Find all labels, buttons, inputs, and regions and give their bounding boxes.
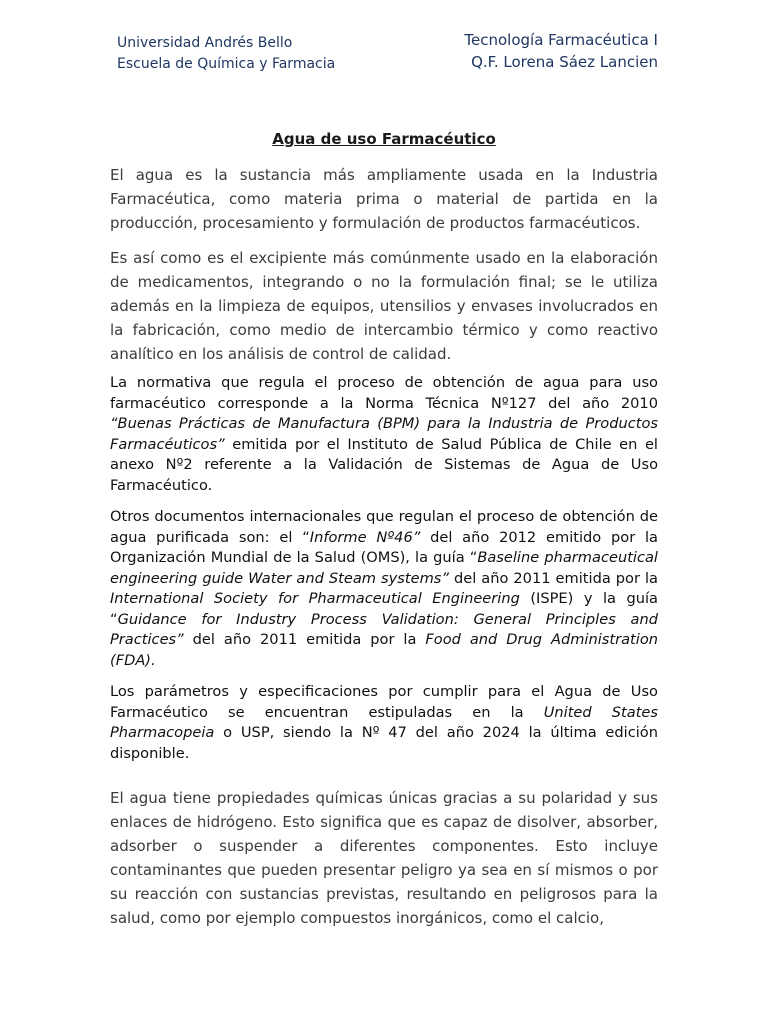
p4-text-a: Otros documentos internacionales que regulan el proceso de obtención de agua purificada son: el “ <box>110 508 658 546</box>
paragraph-5-text <box>110 682 658 764</box>
paragraph-3 <box>110 373 658 496</box>
header-university: Universidad Andrés Bello <box>117 35 293 51</box>
p4-guidance: Guidance for Industry Process Validation: General Principles and Practices” <box>110 610 658 648</box>
header-school: Escuela de Química y Farmacia <box>117 56 336 72</box>
paragraph-2 <box>110 246 658 366</box>
p4-text-g: (ISPE) y la guía “ <box>110 590 658 628</box>
p4-fda: Food and Drug Administration (FDA). <box>110 631 659 669</box>
p4-text-c: del año 2012 emitido por la Organización Mundial de la Salud (OMS), la guía “ <box>110 528 658 566</box>
paragraph-1 <box>110 163 658 235</box>
header-course-name: Tecnología Farmacéutica I <box>464 31 658 49</box>
p4-baseline: Baseline pharmaceutical engineering guide Water and Steam systems” <box>110 549 658 587</box>
paragraph-4 <box>110 507 658 671</box>
p5-usp: United States Pharmacopeia <box>110 703 658 741</box>
p3-bpm-title: “Buenas Prácticas de Manufactura (BPM) para la Industria de Productos Farmacéuticos” <box>110 415 658 453</box>
paragraph-6 <box>110 786 658 930</box>
document-title: Agua de uso Farmacéutico <box>272 130 496 148</box>
paragraph-4-text <box>110 507 658 671</box>
p5-text-a: Los parámetros y especificaciones por cumplir para el Agua de Uso Farmacéutico se encuentran estipuladas en la <box>110 683 658 721</box>
p4-ispe: International Society for Pharmaceutical Engineering <box>110 590 520 607</box>
paragraph-1-text: El agua es la sustancia más ampliamente usada en la Industria Farmacéutica, como materia prima o material de partida en la producción, procesamiento y formulación de productos farmacéuticos. <box>110 166 658 232</box>
header-course <box>464 29 658 73</box>
p5-text-c: o USP, siendo la Nº 47 del año 2024 la última edición disponible. <box>110 724 658 762</box>
header-institution <box>117 33 335 75</box>
paragraph-2-text: Es así como es el excipiente más comúnmente usado en la elaboración de medicamentos, integrando o no la formulación final; se le utiliza además en la limpieza de equipos, utensilios y envases involucrados en la fabricación, como medio de intercambio térmico y como reactivo analítico en los análisis de control de calidad. <box>110 249 658 363</box>
p4-informe: Informe Nº46” <box>309 528 421 546</box>
p4-text-e: del año 2011 emitida por la <box>448 569 658 587</box>
paragraph-3-text <box>110 373 658 496</box>
paragraph-5 <box>110 682 658 764</box>
p3-text-c: emitida por el Instituto de Salud Pública de Chile en el anexo Nº2 referente a la Validación de Sistemas de Agua de Uso Farmacéutico. <box>110 435 658 494</box>
p3-text-a: La normativa que regula el proceso de obtención de agua para uso farmacéutico corresponde a la Norma Técnica Nº127 del año 2010 <box>110 374 658 412</box>
header-author: Q.F. Lorena Sáez Lancien <box>471 53 658 71</box>
p4-text-i: del año 2011 emitida por la <box>183 631 426 648</box>
paragraph-6-text: El agua tiene propiedades químicas únicas gracias a su polaridad y sus enlaces de hidrógeno. Esto significa que es capaz de disolver, absorber, adsorber o suspender a diferentes componentes. Esto incluye contaminantes que pueden presentar peligro ya sea en sí mismos o por su reacción con sustancias previstas, resultando en peligrosos para la salud, como por ejemplo compuestos inorgánicos, como el calcio, <box>110 789 658 927</box>
